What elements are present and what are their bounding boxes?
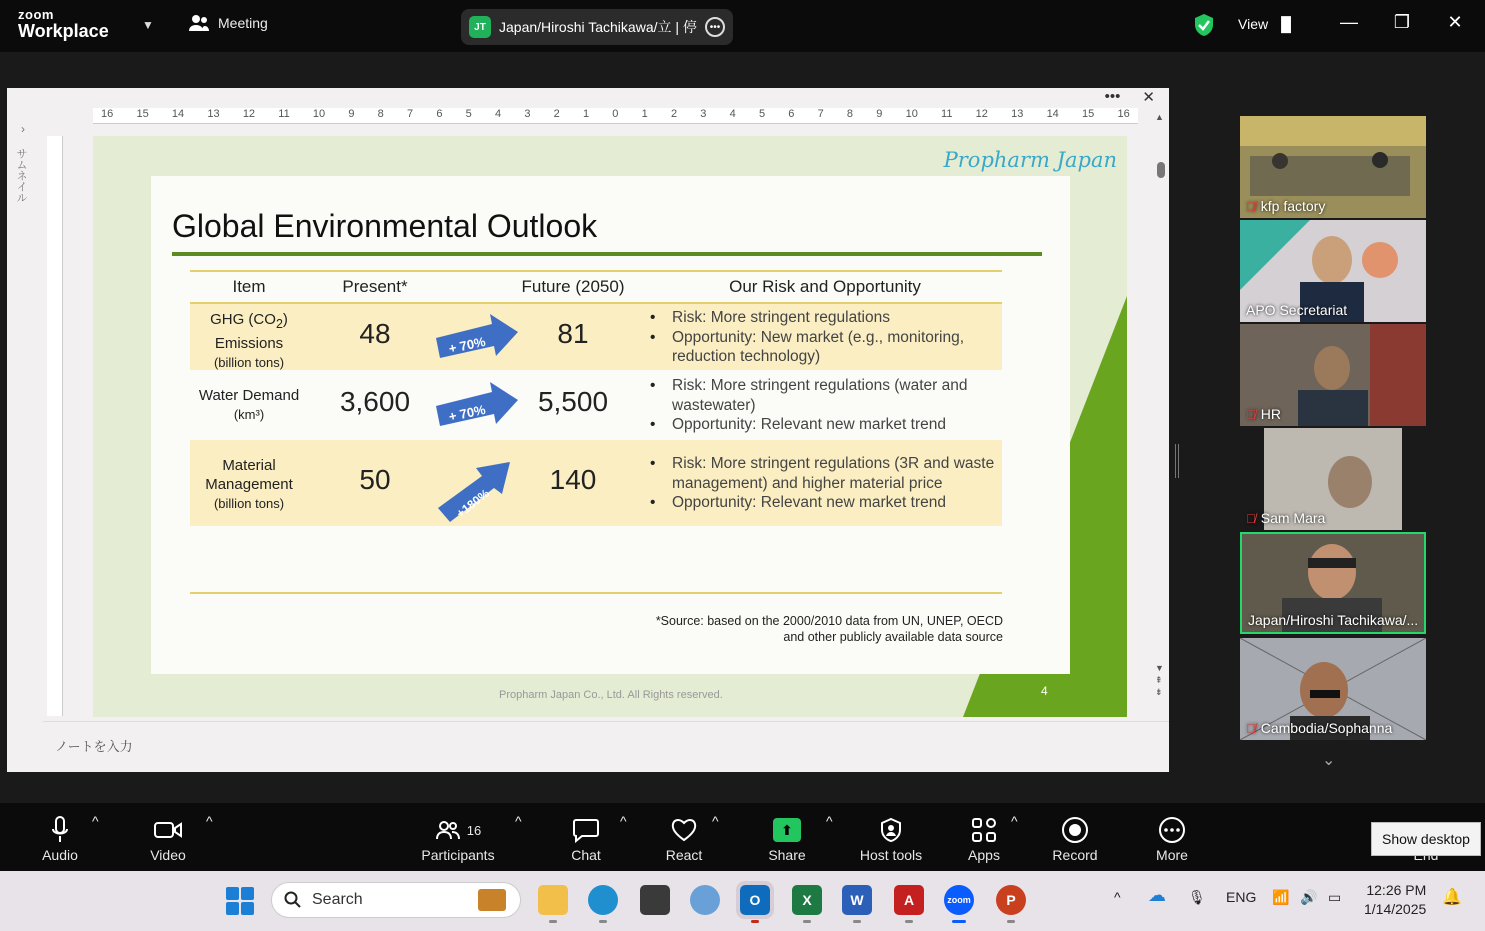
ruler-tick: 11 [941,108,953,120]
chevron-right-icon[interactable]: › [21,122,25,136]
host-tools-label: Host tools [859,847,923,863]
item-text-end: ) [282,311,288,328]
ruler-tick: 6 [436,108,443,120]
participant-name-wrap [1246,302,1347,318]
store-icon[interactable] [640,885,670,915]
pdf-reader-icon[interactable]: A [894,885,924,915]
more-horizontal-icon [1158,816,1186,844]
ruler-tick: 13 [207,108,220,120]
participant-name-wrap [1246,198,1325,214]
shared-screen [7,88,1169,772]
react-button[interactable] [664,813,704,863]
clock-date: 1/14/2025 [1364,901,1427,917]
share-screen-icon: ⬆ [773,818,801,842]
wifi-icon[interactable]: 📶 [1272,889,1290,905]
security-shield-icon[interactable] [1193,13,1215,37]
participant-name-wrap [1246,406,1281,422]
ruler-tick: 0 [612,108,619,120]
ruler-tick: 2 [553,108,560,120]
react-label: React [665,847,703,863]
active-speaker-pill[interactable] [461,9,733,45]
word-icon[interactable]: W [842,885,872,915]
react-options-chevron-icon[interactable]: ^ [712,813,719,829]
title-underline [172,252,1042,256]
restore-icon[interactable]: ❐ [1393,12,1411,32]
close-icon[interactable]: ✕ [1447,12,1463,32]
people-icon [188,14,210,32]
zoom-workplace-logo [18,8,109,40]
change-label: + 70% [447,401,487,425]
row-item-label [190,386,308,424]
row-item-label [190,456,308,513]
participant-tile[interactable] [1240,220,1426,322]
participant-name: APO Secretariat [1246,302,1348,318]
item-unit: (billion tons) [213,355,285,370]
more-label: More [1156,847,1188,863]
participant-name: Cambodia/Sophanna [1260,720,1393,736]
brand-line-2: Workplace [18,21,109,41]
chevron-down-icon[interactable]: ▼ [142,18,154,32]
windows-taskbar [0,871,1485,931]
mic-off-icon: 🎙̸ [1246,198,1256,214]
share-options-chevron-icon[interactable]: ^ [826,813,833,829]
ruler-tick: 1 [582,108,590,120]
ruler-tick: 12 [975,108,988,120]
table-bottom-border [190,592,1002,594]
mic-off-icon: 🎙̸ [1246,510,1256,526]
ruler-tick: 14 [1046,108,1059,120]
meeting-menu-button[interactable] [188,14,268,32]
speaker-avatar: JT [469,16,491,38]
participant-name: Japan/Hiroshi Tachikawa/... [1248,612,1419,628]
video-options-chevron-icon[interactable]: ^ [206,813,213,829]
top-bar [0,0,1485,52]
future-value: 140 [549,464,597,495]
ruler-tick: 14 [171,108,185,120]
ruler-tick: 1 [641,108,648,120]
heart-icon [670,817,698,843]
future-value: 5,500 [537,386,609,417]
ruler-tick: 15 [136,108,149,120]
item-text: Material [222,457,276,474]
edge-browser-icon[interactable] [588,885,618,915]
ruler-tick: 8 [377,108,384,120]
audio-button[interactable] [40,813,80,863]
minimize-icon[interactable]: — [1340,12,1358,32]
source-note [656,613,1003,645]
participant-name-wrap [1246,720,1392,736]
item-unit: (billion tons) [213,496,285,511]
ruler-tick: 15 [1082,108,1095,120]
present-value: 3,600 [339,386,411,417]
slide-page-number: 4 [1041,684,1048,698]
presentation-slide [93,136,1127,717]
scroll-thumb[interactable] [1157,162,1165,178]
search-icon [284,891,302,909]
ruler-tick: 10 [905,108,918,120]
participants-options-chevron-icon[interactable]: ^ [515,813,522,829]
show-desktop-tooltip: Show desktop [1371,822,1481,856]
notes-input[interactable]: ノートを入力 [43,721,1169,772]
header-item: Item [232,277,266,296]
windows-start-icon[interactable] [226,887,254,915]
risk-bullet: • Risk: More stringent regulations [650,308,1000,328]
ruler-tick: 16 [1117,108,1130,120]
ruler-tick: 11 [278,108,290,120]
risk-list [650,454,1000,513]
video-button[interactable] [146,813,190,863]
item-subscript: 2 [275,317,283,331]
item-unit: (km³) [233,407,265,422]
brand-line-1: zoom [18,7,54,22]
mic-off-icon: 🎙̸ [1246,406,1256,422]
ruler-tick: 8 [846,108,854,120]
share-label: Share [768,847,806,863]
more-icon[interactable]: ••• [1104,88,1121,105]
ruler-tick: 5 [465,108,472,120]
opportunity-bullet: • Opportunity: Relevant new market trend [650,415,1000,435]
scroll-up-icon[interactable]: ▲ [1155,112,1164,122]
ruler-tick: 3 [700,108,707,120]
apps-button[interactable] [964,813,1004,863]
slide-scrollbar[interactable] [1155,112,1167,712]
future-value: 81 [557,318,589,349]
zoom-taskbar-icon[interactable]: zoom [944,885,974,915]
excel-icon[interactable]: X [792,885,822,915]
host-tools-button[interactable] [854,813,928,863]
powerpoint-icon[interactable]: P [996,885,1026,915]
risk-list [650,308,1000,367]
chat-icon [572,817,600,843]
photos-icon[interactable] [690,885,720,915]
meeting-controls-bar [0,803,1485,871]
table-row [190,304,1002,370]
table-top-border [190,270,1002,272]
audio-options-chevron-icon[interactable]: ^ [92,813,99,829]
record-icon [1061,816,1089,844]
more-options-icon[interactable]: ••• [705,17,725,37]
chat-options-chevron-icon[interactable]: ^ [620,813,627,829]
opportunity-bullet: • Opportunity: Relevant new market trend [650,493,1000,513]
view-layout-icon: ▐▌ [1276,16,1296,32]
item-text: Water Demand [198,387,300,404]
ruler-tick: 13 [1011,108,1024,120]
participants-label: Participants [421,847,495,863]
close-icon[interactable]: ✕ [1142,89,1155,106]
apps-label: Apps [968,847,1000,863]
search-placeholder: Search [312,891,363,908]
vertical-ruler [47,136,63,716]
speaker-name: Japan/Hiroshi Tachikawa/立 | 停 [499,19,697,35]
battery-icon[interactable]: ▭ [1328,889,1342,905]
table-row [190,372,1002,438]
participant-tile[interactable] [1240,638,1426,740]
microphone-icon [50,815,70,845]
change-label: + 70% [447,333,487,357]
opportunity-bullet: • Opportunity: New market (e.g., monitoring, reduction technology) [650,328,1000,367]
participant-tile[interactable] [1240,428,1426,530]
participant-name: kfp factory [1260,198,1326,214]
ruler-tick: 5 [758,108,766,120]
ruler-tick: 9 [876,108,883,120]
ruler-tick: 7 [817,108,824,120]
header-present: Present* [342,277,408,296]
tray-overflow-chevron-icon[interactable]: ^ [1114,889,1121,905]
ruler-tick: 4 [494,108,502,120]
item-text: GHG (CO [210,311,276,328]
view-button[interactable] [1238,16,1296,32]
slide-title: Global Environmental Outlook [172,208,598,244]
change-label: +180% [453,486,492,521]
risk-list [650,376,1000,435]
increase-arrow-icon [434,458,514,524]
table-row [190,440,1002,526]
outlook-icon[interactable]: O [740,885,770,915]
ruler-tick: 9 [348,108,355,120]
participants-icon [435,819,461,841]
ruler-tick: 16 [101,108,114,120]
header-risk-opportunity: Our Risk and Opportunity [729,277,921,296]
file-explorer-icon[interactable] [538,885,568,915]
participant-name: HR [1260,406,1281,422]
scroll-down-icon[interactable]: ▼ ⇞ ⇟ [1155,663,1164,697]
onedrive-cloud-icon[interactable]: ☁ [1148,885,1166,905]
more-button[interactable] [1152,813,1192,863]
ruler-tick: 12 [242,108,256,120]
apps-grid-icon [971,817,997,843]
participant-name-wrap [1246,510,1325,526]
apps-options-chevron-icon[interactable]: ^ [1011,813,1018,829]
item-text-2: Management [205,476,293,493]
input-language[interactable]: ENG [1226,889,1257,905]
thumbnail-pane [7,118,41,738]
participant-tile[interactable] [1240,324,1426,426]
video-camera-icon [153,820,183,840]
view-label: View [1238,16,1269,32]
risk-bullet: • Risk: More stringent regulations (3R and waste management) and higher material price [650,454,1000,493]
horizontal-ruler [93,108,1138,124]
risk-bullet: • Risk: More stringent regulations (water and wastewater) [650,376,1000,415]
participant-tile[interactable] [1240,116,1426,218]
volume-icon[interactable]: 🔊 [1300,889,1318,905]
meeting-label: Meeting [218,15,268,31]
present-value: 50 [359,464,391,495]
host-shield-icon [879,817,903,843]
item-text-2: Emissions [214,335,284,352]
video-label: Video [150,847,186,863]
mic-off-icon: 🎙̸ [1246,720,1256,736]
participant-tile-active-speaker[interactable] [1240,532,1426,634]
chat-label: Chat [571,847,601,863]
record-button[interactable] [1052,813,1098,863]
notification-bell-icon[interactable]: 🔔 [1442,889,1462,906]
ruler-tick: 10 [312,108,326,120]
ruler-tick: 3 [524,108,531,120]
record-label: Record [1052,847,1098,863]
thumbnail-pane-label: サムネイル [15,148,27,203]
chevron-down-icon[interactable]: ⌄ [1322,752,1336,769]
ruler-tick: 7 [407,108,414,120]
system-clock[interactable] [1364,881,1426,919]
slide-brand-logo: Propharm Japan [943,148,1117,172]
header-future: Future (2050) [521,277,625,296]
chat-button[interactable] [566,813,606,863]
source-line-2: and other publicly available data source [783,630,1003,644]
clock-time: 12:26 PM [1366,882,1427,898]
slide-copyright: Propharm Japan Co., Ltd. All Rights reserved. [499,689,723,701]
source-line-1: *Source: based on the 2000/2010 data from UN, UNEP, OECD [655,614,1003,628]
briefcase-icon [478,889,506,911]
share-button[interactable] [766,813,808,863]
microphone-tray-icon[interactable]: 🎙 [1188,889,1206,905]
participants-button[interactable] [418,813,498,863]
present-value: 48 [359,318,391,349]
row-item-label [190,310,308,372]
panel-resize-handle[interactable] [1175,444,1179,478]
taskbar-search-input[interactable] [271,882,521,918]
ruler-tick: 6 [788,108,795,120]
share-window-controls [1105,88,1155,106]
participants-count: 16 [466,822,482,838]
ruler-tick: 4 [729,108,736,120]
participant-name: Sam Mara [1260,510,1326,526]
participant-name-wrap [1248,612,1418,628]
ruler-tick: 2 [670,108,678,120]
audio-label: Audio [42,847,78,863]
